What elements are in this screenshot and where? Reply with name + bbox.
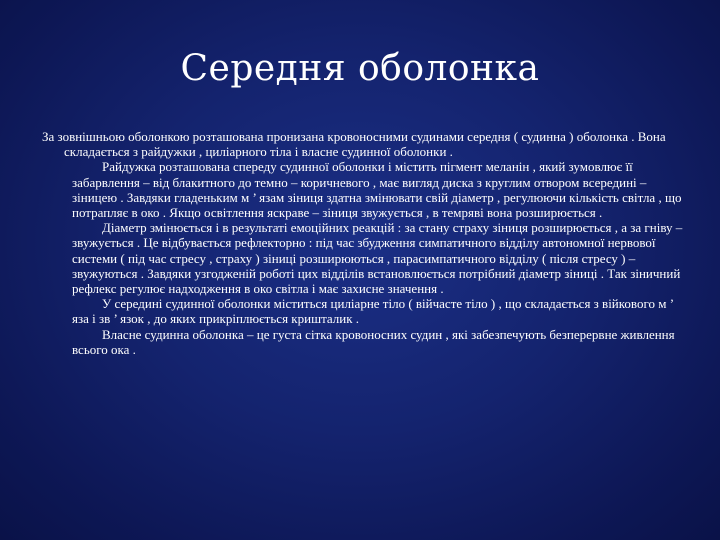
paragraph-intro: За зовнішньою оболонкою розташована пронизана кровоносними судинами середня ( судинна ) оболонка . Вона складається з райдужки , циліарного тіла і власне судинної оболонки . [42,129,666,160]
paragraph-pupil-diameter: Діаметр змінюється і в результаті емоційних реакцій : за стану страху зіниця розширюється , а за гніву – звужується . Це відбувається рефлекторно : під час збудження симпатичного відділу автономної нервової системи ( під час стресу , страху ) зіниці розширюються , парасимпатичного відділу ( після стресу ) – звужуються . Завдяки узгодженій роботі цих відділів встановлюється потрібний діаметр зіниці . Так зіничний рефлекс регулює надходження в око світла і має захисне значення . [72,220,683,297]
slide-body [42,129,692,357]
slide-title: Середня оболонка [180,48,540,89]
paragraph-iris: Райдужка розташована спереду судинної оболонки і містить пігмент меланін , який зумовлює її забарвлення – від блакитного до темно – коричневого , має вигляд диска з круглим отвором всередині – зіницею . Завдяки гладеньким м ’ язам зіниця здатна змінювати свій діаметр , регулюючи кількість світла , що потрапляє в око . Якщо освітлення яскраве – зіниця звужується , в темряві вона розширюється . [72,159,682,221]
paragraph-ciliary-body: У середині судинної оболонки міститься циліарне тіло ( війчасте тіло ) , що складається з війкового м ’ яза і зв ’ язок , до яких прикріплюється кришталик . [72,296,674,327]
paragraph-choroid: Власне судинна оболонка – це густа сітка кровоносних судин , які забезпечують безперервне живлення всього ока . [72,326,675,357]
